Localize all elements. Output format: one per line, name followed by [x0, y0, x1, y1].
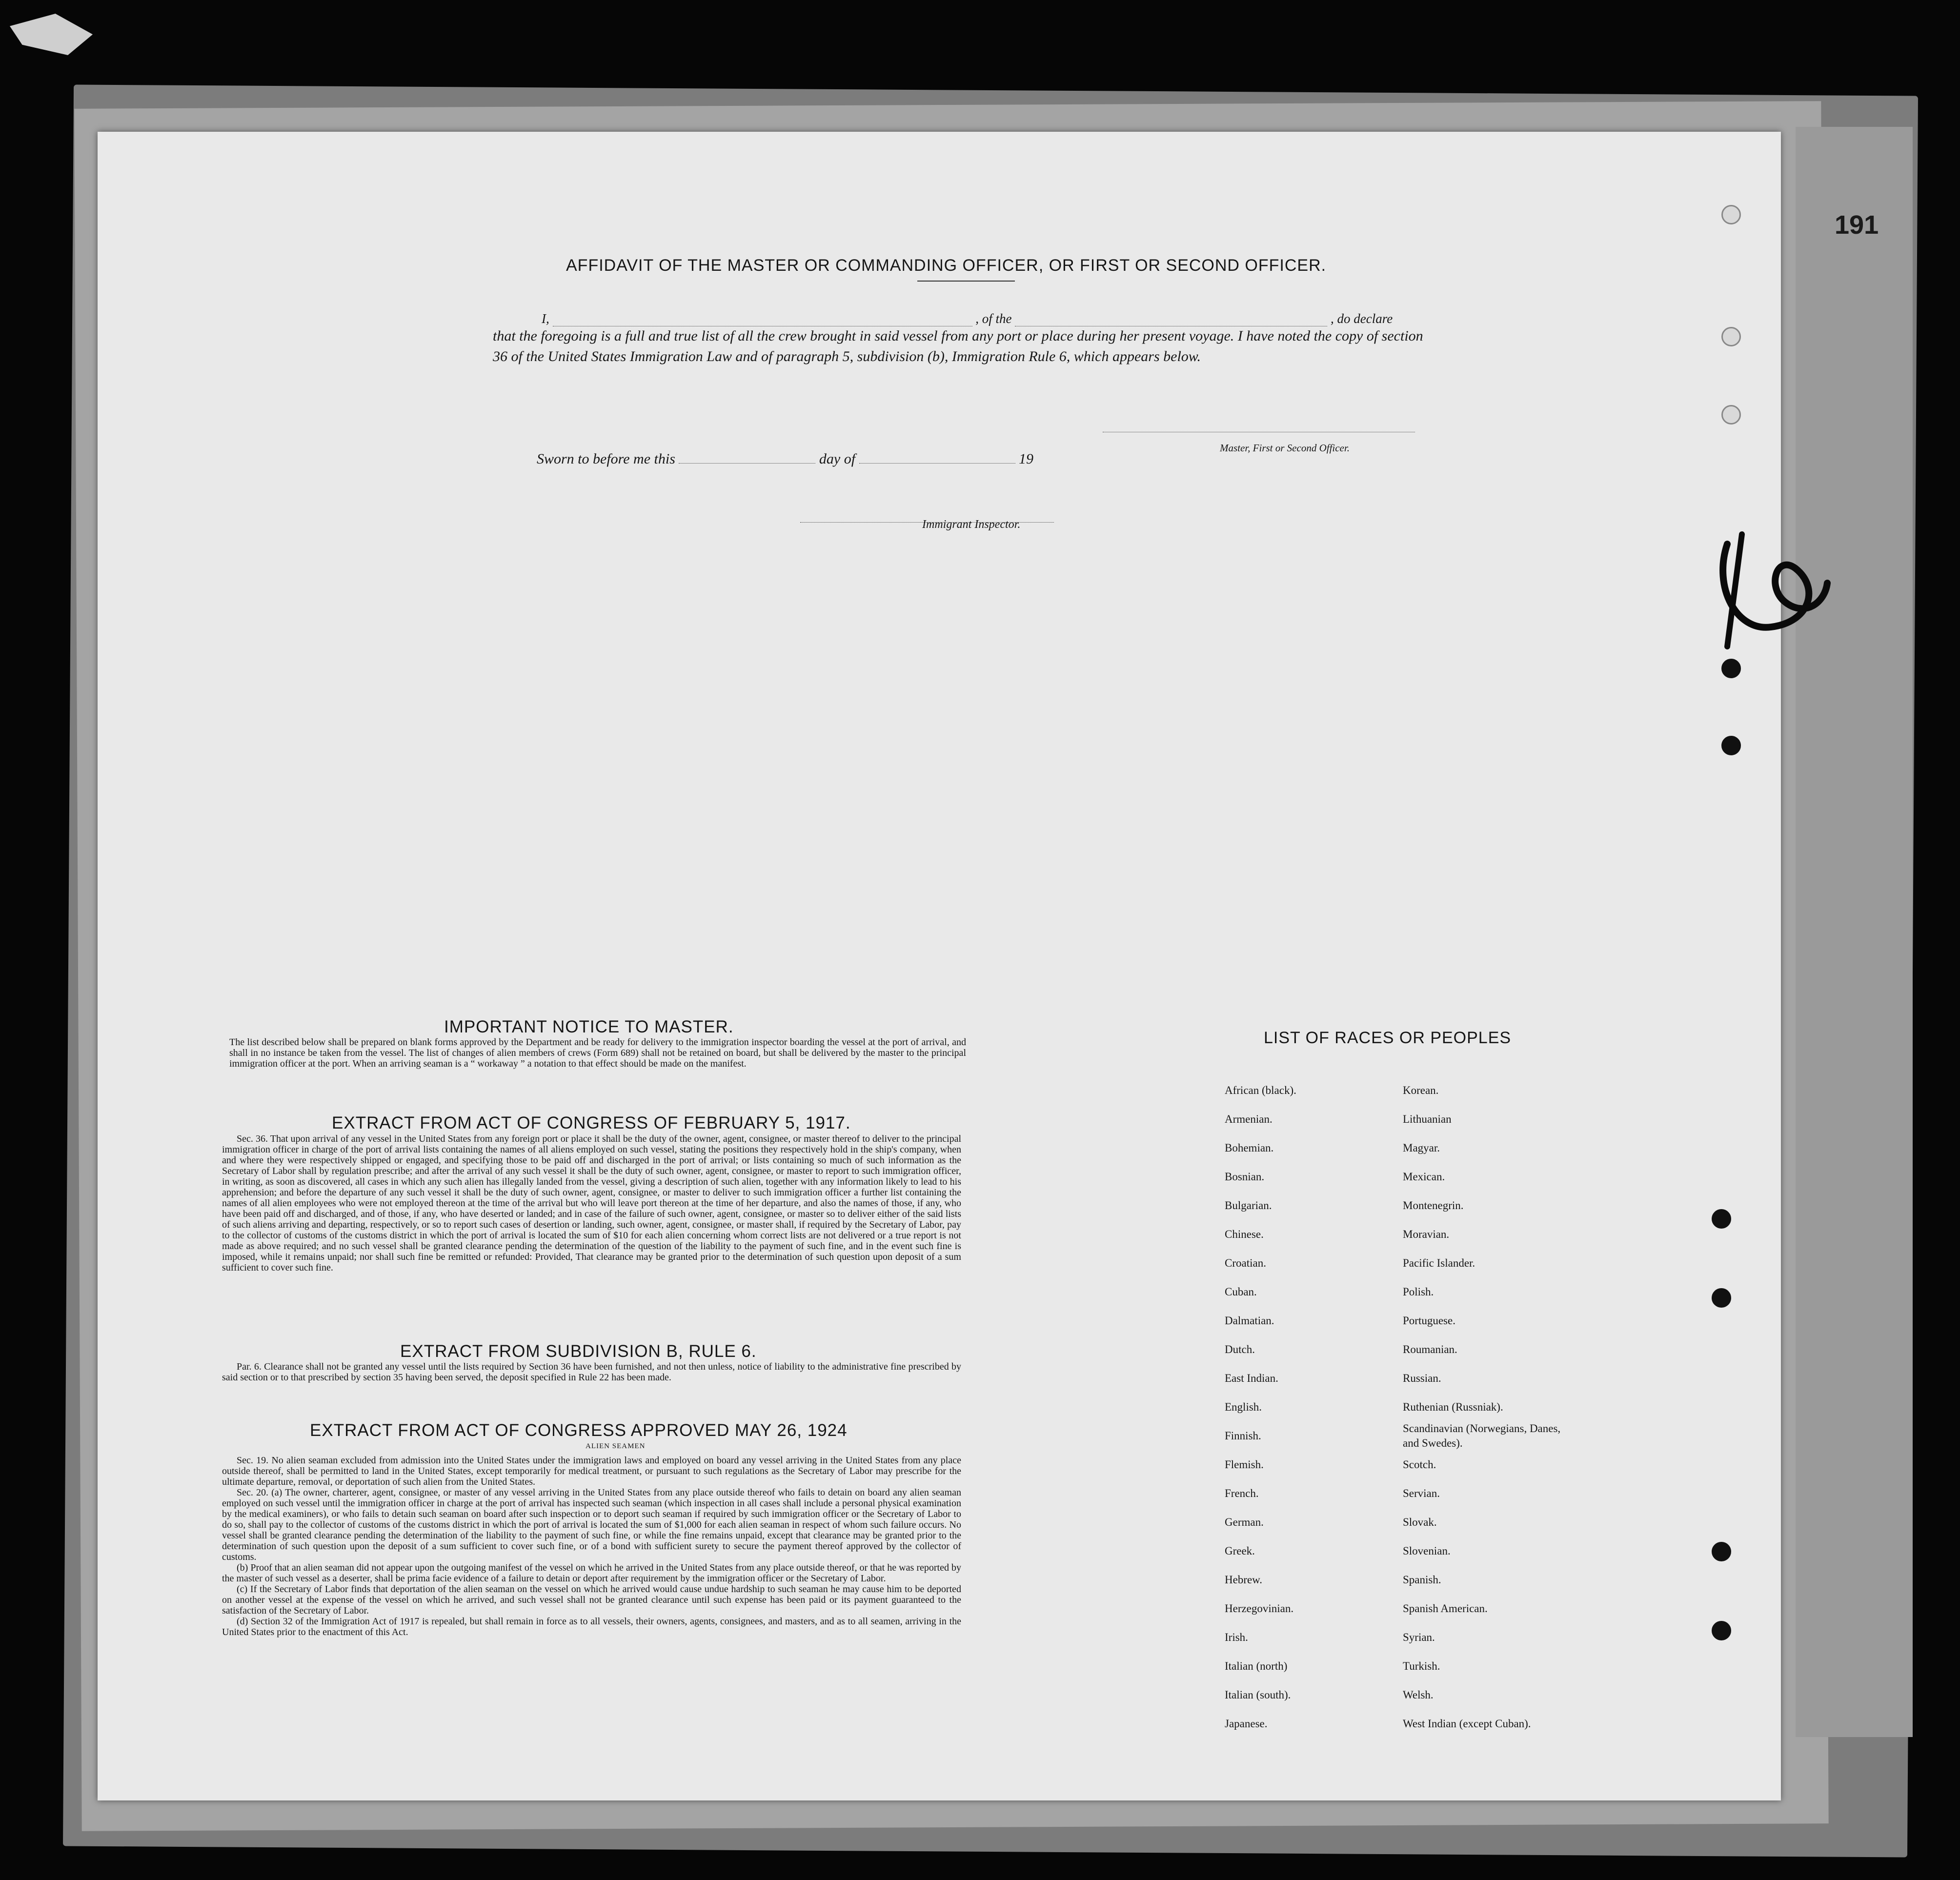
race-item: Herzegovinian.	[1225, 1602, 1294, 1615]
race-item: Flemish.	[1225, 1458, 1264, 1471]
race-item: Spanish.	[1403, 1574, 1441, 1586]
race-item: Moravian.	[1403, 1228, 1450, 1240]
race-item: Turkish.	[1403, 1660, 1440, 1672]
extract-1924-paragraph: Sec. 19. No alien seaman excluded from admission into the United States under the immigration laws and employed on board any vessel arriving in the United States from any place outside thereof, shall be permitted to land in the United States, except temporarily for medical treatment, or pursuant to such regulations as the Secretary of Labor may prescribe for the ultimate departure, removal, or deportation of such alien from the United States.	[222, 1455, 961, 1487]
handwritten-mark	[1708, 529, 1835, 651]
day-of-label: day of	[819, 451, 856, 467]
race-item: African (black).	[1225, 1084, 1296, 1096]
race-item: Irish.	[1225, 1631, 1248, 1643]
race-item: East Indian.	[1225, 1372, 1278, 1384]
binder-hole	[1721, 327, 1741, 346]
race-item: Scandinavian (Norwegians, Danes, and Swedes).	[1403, 1422, 1561, 1449]
race-item: Japanese.	[1225, 1718, 1268, 1730]
binder-hole	[1721, 736, 1741, 755]
race-item: Russian.	[1403, 1372, 1441, 1384]
binder-hole	[1721, 405, 1741, 425]
race-item: Roumanian.	[1403, 1343, 1457, 1355]
extract-1924-body	[222, 1455, 961, 1637]
race-item: Greek.	[1225, 1545, 1255, 1557]
of-the-label: , of the	[975, 311, 1012, 326]
extract-1917-body: Sec. 36. That upon arrival of any vessel in the United States from any foreign port or place it shall be the duty of the owner, agent, consignee, or master thereof to deliver to the principal immigration officer in charge of the port of arrival lists containing the names of all aliens employed on such vessel, stating the positions they respectively hold in the ship's company, when and where they were respectively shipped or engaged, and specifying those to be paid off and discharged in the port of arrival; or lists containing so much of such information as the Secretary of Labor shall by regulation prescribe; and after the arrival of any such vessel it shall be the duty of such owner, agent, consignee, or master to report to such immigration officer, in writing, as soon as discovered, all cases in which any such alien has illegally landed from the vessel, giving a description of such alien, together with any information likely to lead to his apprehension; and before the departure of any such vessel it shall be the duty of such owner, agent, consignee, or master to deliver to such immigration officer a further list containing the names of all alien employees who were not employed thereon at the time of the arrival but who will leave port thereon at the time of her departure, and also the names of those, if any, who have been paid off and discharged, and of those, if any, who have deserted or landed; and in case of the failure of such owner, agent, consignee, or master so to deliver either of the said lists of such aliens arriving and departing, respectively, or so to report such cases of desertion or landing, such owner, agent, consignee, or master shall, if required by the Secretary of Labor, pay to the collector of customs of the customs district in which the port of arrival is located the sum of $10 for each alien concerning whom correct lists are not delivered or a true report is not made as above required; and no such vessel shall be granted clearance pending the determination of the question of the liability to the payment of such fine, and in the event such fine is imposed, while it remains unpaid; nor shall such fine be remitted or refunded: Provided, That clearance may be granted prior to the determination of such question upon deposit of a sum sufficient to cover such fine.	[222, 1133, 961, 1273]
race-item: Magyar.	[1403, 1142, 1440, 1154]
do-declare-label: , do declare	[1331, 311, 1393, 326]
page-number-right: 191	[1835, 210, 1879, 240]
race-item: Croatian.	[1225, 1257, 1266, 1269]
race-item: Pacific Islander.	[1403, 1257, 1475, 1269]
notice-title: IMPORTANT NOTICE TO MASTER.	[444, 1017, 734, 1036]
paper-scrap	[10, 14, 93, 55]
race-item: Italian (north)	[1225, 1660, 1288, 1672]
sworn-line	[537, 451, 1033, 467]
race-item: Bosnian.	[1225, 1171, 1265, 1183]
race-item: Bohemian.	[1225, 1142, 1274, 1154]
race-item: Welsh.	[1403, 1689, 1434, 1701]
sworn-label: Sworn to before me this	[537, 451, 675, 467]
extract-1924-paragraph: (d) Section 32 of the Immigration Act of 1917 is repealed, but shall remain in force as to all vessels, their owners, agents, consignees, and masters, and as to all seamen, arriving in the United States prior to the enactment of this Act.	[222, 1616, 961, 1637]
race-item: Lithuanian	[1403, 1113, 1452, 1125]
race-item: Korean.	[1403, 1084, 1439, 1096]
race-item: Bulgarian.	[1225, 1199, 1272, 1212]
title-rule	[917, 281, 1015, 282]
race-item: Polish.	[1403, 1286, 1434, 1298]
back-sheet-edge	[1796, 127, 1913, 1737]
affidavit-body: that the foregoing is a full and true list of all the crew brought in said vessel from any port or place during her present voyage. I have noted the copy of section 36 of the United States Immigration Law and of paragraph 5, subdivision (b), Immigration Rule 6, which appears below.	[493, 328, 1423, 364]
extract-1924-paragraph: (c) If the Secretary of Labor finds that deportation of the alien seaman on the vessel on which he arrived would cause undue hardship to such seaman he may cause him to be deported on another vessel at the expense of the vessel on which he arrived, and such vessel shall not be granted clearance until such expense has been paid or its payment guaranteed to the satisfaction of the Secretary of Labor.	[222, 1584, 961, 1616]
race-item: Dutch.	[1225, 1343, 1255, 1355]
binder-hole	[1712, 1542, 1731, 1561]
race-item: Italian (south).	[1225, 1689, 1291, 1701]
binder-hole	[1721, 659, 1741, 678]
race-item: Cuban.	[1225, 1286, 1257, 1298]
notice-body: The list described below shall be prepared on blank forms approved by the Department and be ready for delivery to the immigration inspector boarding the vessel at the port of arrival, and shall in no instance be taken from the vessel. The list of changes of alien members of crews (Form 689) shall not be retained on board, but shall be delivered by the master to the principal immigration officer at the port. When an arriving seaman is a “ workaway ” a notation to that effect should be made on the manifest.	[229, 1037, 966, 1069]
race-item: Slovak.	[1403, 1516, 1437, 1528]
extract-1924-subtitle: ALIEN SEAMEN	[586, 1442, 646, 1450]
extract-1917-title: EXTRACT FROM ACT OF CONGRESS OF FEBRUARY 5, 1917.	[332, 1113, 851, 1132]
race-item: West Indian (except Cuban).	[1403, 1718, 1531, 1730]
affidavit-declaration-line	[542, 311, 1439, 326]
race-item: French.	[1225, 1487, 1259, 1499]
binder-hole	[1712, 1209, 1731, 1229]
race-item: English.	[1225, 1401, 1262, 1413]
race-item: Syrian.	[1403, 1631, 1435, 1643]
race-item: Chinese.	[1225, 1228, 1264, 1240]
race-item: Portuguese.	[1403, 1314, 1455, 1327]
extract-rule6-title: EXTRACT FROM SUBDIVISION B, RULE 6.	[400, 1342, 757, 1361]
i-label: I,	[542, 311, 549, 326]
race-item: Ruthenian (Russniak).	[1403, 1401, 1503, 1413]
extract-1924-paragraph: Sec. 20. (a) The owner, charterer, agent, consignee, or master of any vessel arriving in the United States from any place outside thereof who fails to detain on board any alien seaman employed on such vessel until the immigration officer in charge at the port of arrival has inspected such seaman (which inspection in all cases shall include a personal physical examination by the medical examiners), or who fails to detain such seaman on board after such inspection or to deport such seaman if required by such immigration officer or the Secretary of Labor to do so, shall pay to the collector of customs of the customs district in which the port of arrival is located the sum of $1,000 for each alien seaman in respect of whom such failure occurs. No vessel shall be granted clearance pending the determination of the liability to the payment of such fine, or while the fine remains unpaid, except that clearance may be granted prior to the determination of such question upon the deposit of a sum sufficient to cover such fine, or of a bond with sufficient surety to secure the payment thereof approved by the collector of customs.	[222, 1487, 961, 1562]
extract-1924-paragraph: (b) Proof that an alien seaman did not appear upon the outgoing manifest of the vessel on which he arrived in the United States from any place outside thereof, or that he was reported by the master of such vessel as a deserter, shall be prima facie evidence of a failure to detain or deport after requirement by the immigration officer or the Secretary of Labor.	[222, 1562, 961, 1584]
races-left-column	[1225, 1076, 1296, 1738]
race-item: Finnish.	[1225, 1430, 1261, 1442]
race-item: Armenian.	[1225, 1113, 1273, 1125]
race-item: Scotch.	[1403, 1458, 1436, 1471]
binder-hole	[1712, 1288, 1731, 1308]
binder-hole	[1721, 205, 1741, 224]
binder-hole	[1712, 1621, 1731, 1640]
year-prefix: 19	[1019, 451, 1034, 467]
race-item: Slovenian.	[1403, 1545, 1451, 1557]
race-item: Dalmatian.	[1225, 1314, 1274, 1327]
race-item: Hebrew.	[1225, 1574, 1263, 1586]
race-item: Spanish American.	[1403, 1602, 1488, 1615]
race-item: Montenegrin.	[1403, 1199, 1464, 1212]
inspector-label: Immigrant Inspector.	[922, 518, 1021, 531]
races-title: LIST OF RACES OR PEOPLES	[1264, 1029, 1512, 1047]
race-item: Servian.	[1403, 1487, 1440, 1499]
sworn-month-blank[interactable]	[859, 451, 1015, 464]
race-item: Mexican.	[1403, 1171, 1445, 1183]
signature-label: Master, First or Second Officer.	[1220, 442, 1350, 454]
extract-rule6-body: Par. 6. Clearance shall not be granted any vessel until the lists required by Section 36 have been furnished, and not then unless, notice of liability to the administrative fine prescribed by said section or to that prescribed by section 35 having been served, the deposit specified in Rule 22 has been made.	[222, 1361, 961, 1383]
extract-1924-title: EXTRACT FROM ACT OF CONGRESS APPROVED MAY 26, 1924	[310, 1421, 848, 1440]
sworn-day-blank[interactable]	[679, 451, 815, 464]
races-right-column	[1403, 1076, 1564, 1738]
race-item: German.	[1225, 1516, 1264, 1528]
affidavit-title: AFFIDAVIT OF THE MASTER OR COMMANDING OFFICER, OR FIRST OR SECOND OFFICER.	[566, 256, 1327, 275]
